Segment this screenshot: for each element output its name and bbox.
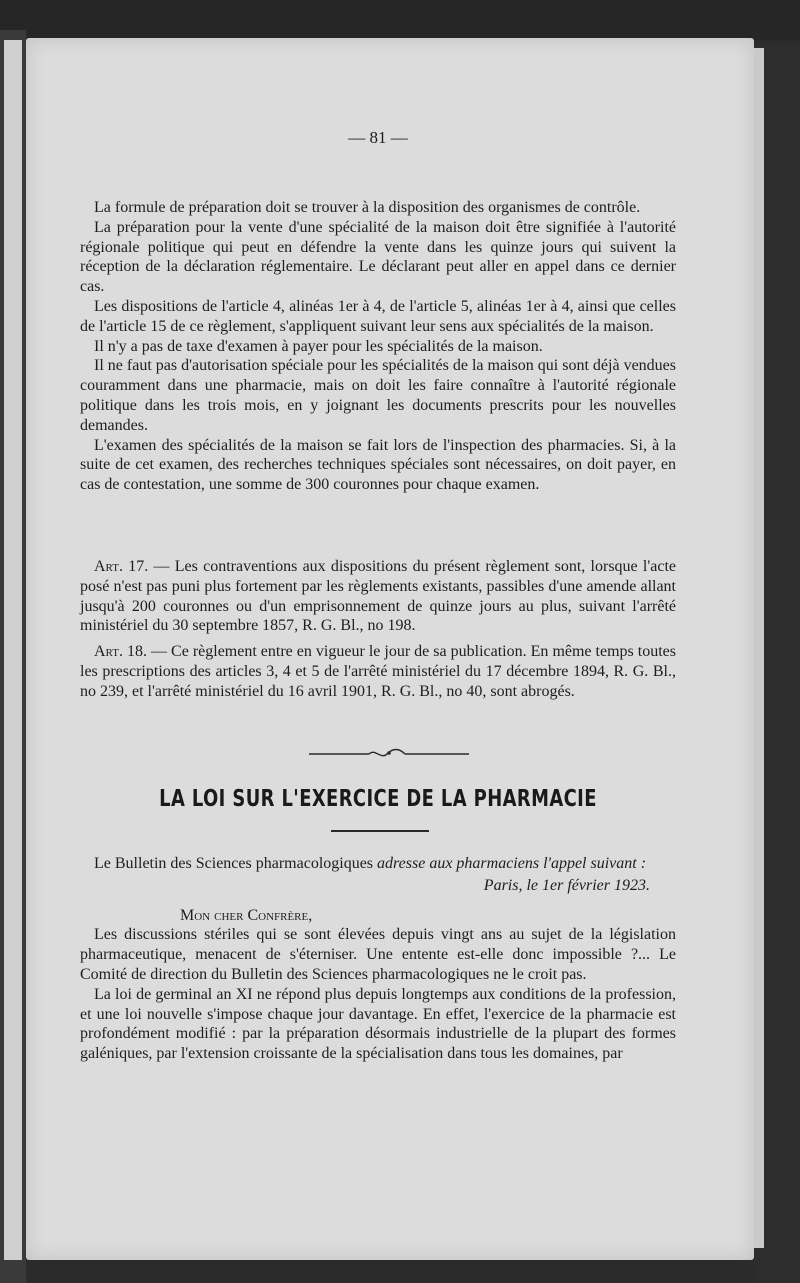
- letter-date: Paris, le 1er février 1923.: [483, 876, 650, 894]
- paragraph: La formule de préparation doit se trouver à la disposition des organismes de contrôle.: [94, 199, 641, 216]
- previous-page-edge: [4, 40, 22, 1260]
- article-17: [80, 557, 676, 636]
- article-text: — Ce règlement entre en vigueur le jour de sa publication. En même temps toutes les prescriptions des articles 3, 4 et 5 de l'arrêté ministériel du 17 décembre 1894, R. G. Bl., no 239, et l'arrêté ministériel du 16 avril 1901, R. G. Bl., no 40, sont abrogés.: [80, 643, 677, 700]
- regulation-paragraphs: [80, 198, 676, 495]
- paragraph: La préparation pour la vente d'une spécialité de la maison doit être signifiée à l'autorité régionale politique qui peut en défendre la vente dans les quinze jours qui suivent la réception de la déclaration réglementaire. Le déclarant peut aller en appel dans ce dernier cas.: [80, 218, 676, 296]
- ornament-divider: [309, 744, 469, 762]
- letter-salutation: Mon cher Confrère,: [180, 906, 313, 924]
- articles: [80, 557, 676, 702]
- paragraph: Les dispositions de l'article 4, alinéas 1er à 4, de l'article 5, alinéas 1er à 4, ainsi que celles de l'article 15 de ce règlement, s'appliquent suivant leur sens aux spécialités de la maison.: [80, 297, 676, 335]
- paragraph: Il ne faut pas d'autorisation spéciale pour les spécialités de la maison qui sont déjà vendues couramment dans une pharmacie, mais on doit les faire connaître à l'autorité régionale politique dans les trois mois, en y joignant les documents prescrits pour les nouvelles demandes.: [80, 357, 676, 434]
- letter-intro-source: Le Bulletin des Sciences pharmacologiques: [94, 855, 374, 872]
- letter-intro: [80, 854, 676, 874]
- letter-paragraph: Les discussions stériles qui se sont élevées depuis vingt ans au sujet de la législation pharmaceutique, menacent de s'éterniser. Une entente est-elle donc impossible ?... Le Comité de direction du Bulletin des Sciences pharmacologiques ne le croit pas.: [80, 926, 676, 983]
- letter-paragraph: La loi de germinal an XI ne répond plus depuis longtemps aux conditions de la profession, et une loi nouvelle s'impose chaque jour davantage. En effet, l'exercice de la pharmacie est profondément modifié : par la préparation désormais industrielle de la plupart des formes galéniques, par l'extension croissante de la spécialisation dans tous les domaines, par: [80, 985, 676, 1063]
- page-number: — 81 —: [348, 128, 408, 147]
- heading-underline: [331, 830, 429, 832]
- paragraph: L'examen des spécialités de la maison se fait lors de l'inspection des pharmacies. Si, à la suite de cet examen, des recherches techniques spéciales sont nécessaires, on doit payer, en cas de contestation, une somme de 300 couronnes pour chaque examen.: [80, 436, 676, 494]
- letter: [80, 854, 676, 1064]
- letter-intro-rest: adresse aux pharmaciens l'appel suivant :: [373, 855, 647, 872]
- article-label: Art. 18.: [94, 643, 147, 661]
- article-label: Art. 17.: [94, 558, 149, 575]
- article-18: [80, 642, 676, 701]
- scan-top-background: [0, 0, 800, 40]
- paragraph: Il n'y a pas de taxe d'examen à payer pour les spécialités de la maison.: [94, 337, 543, 355]
- document-page: [26, 38, 754, 1260]
- article-text: — Les contraventions aux dispositions du présent règlement sont, lorsque l'acte posé n'est pas puni plus fortement par les règlements existants, passibles d'une amende allant jusqu'à 200 couronnes ou d'un emprisonnement de quinze jours au plus, suivant l'arrêté ministériel du 30 septembre 1857, R. G. Bl., no 198.: [80, 558, 676, 635]
- section-heading: LA LOI SUR L'EXERCICE DE LA PHARMACIE: [159, 786, 597, 812]
